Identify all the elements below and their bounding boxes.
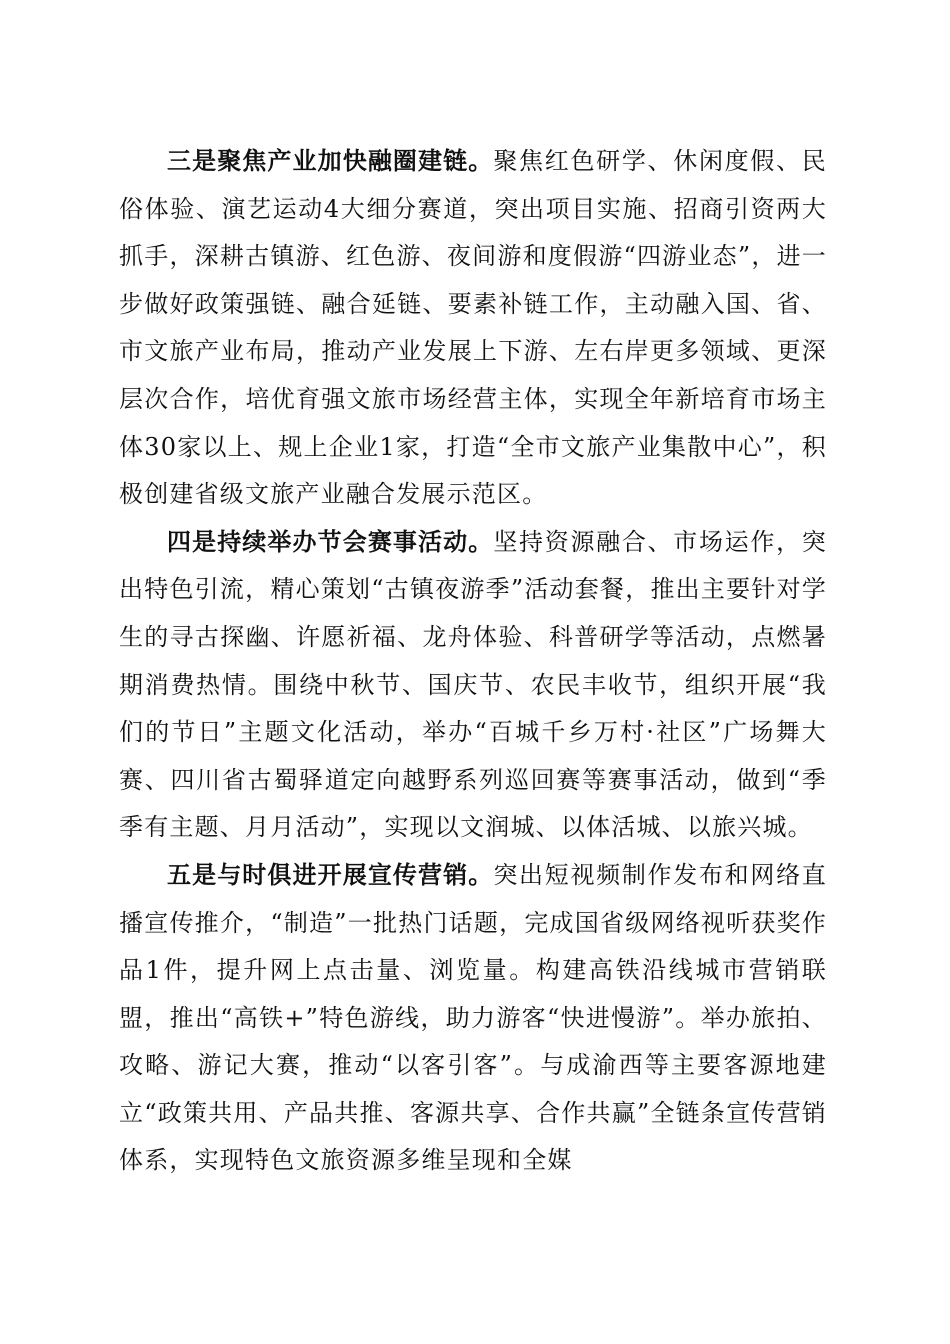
paragraph-festival-events [119,519,827,852]
paragraph-text: 聚焦红色研学、休闲度假、民俗体验、演艺运动4大细分赛道，突出项目实施、招商引资两大抓手，深耕古镇游、红色游、夜间游和度假游“四游业态”，进一步做好政策强链、融合延链、要素补链工作，主动融入国、省、市文旅产业布局，推动产业发展上下游、左右岸更多领域、更深层次合作，培优育强文旅市场经营主体，实现全年新培育市场主体30家以上、规上企业1家，打造“全市文旅产业集散中心”，积极创建省级文旅产业融合发展示范区。 [119,147,827,509]
paragraph-text: 坚持资源融合、市场运作，突出特色引流，精心策划“古镇夜游季”活动套餐，推出主要针对学生的寻古探幽、许愿祈福、龙舟体验、科普研学等活动，点燃暑期消费热情。围绕中秋节、国庆节、农民丰收节，组织开展“我们的节日”主题文化活动，举办“百城千乡万村·社区”广场舞大赛、四川省古蜀驿道定向越野系列巡回赛等赛事活动，做到“季季有主题、月月活动”，实现以文润城、以体活城、以旅兴城。 [119,527,827,842]
paragraph-lead-heading: 四是持续举办节会赛事活动。 [167,527,494,556]
paragraph-text: 突出短视频制作发布和网络直播宣传推介，“制造”一批热门话题，完成国省级网络视听获奖作品1件，提升网上点击量、浏览量。构建高铁沿线城市营销联盟，推出“高铁+”特色游线，助力游客“快进慢游”。举办旅拍、攻略、游记大赛，推动“以客引客”。与成渝西等主要客源地建立“政策共用、产品共推、客源共享、合作共赢”全链条宣传营销体系，实现特色文旅资源多维呈现和全媒 [119,860,827,1175]
paragraph-lead-heading: 三是聚焦产业加快融圈建链。 [167,147,494,175]
paragraph-lead-heading: 五是与时俱进开展宣传营销。 [167,860,494,889]
document-body [119,138,827,1185]
paragraph-marketing [119,852,827,1185]
paragraph-industry-chain [119,138,827,519]
